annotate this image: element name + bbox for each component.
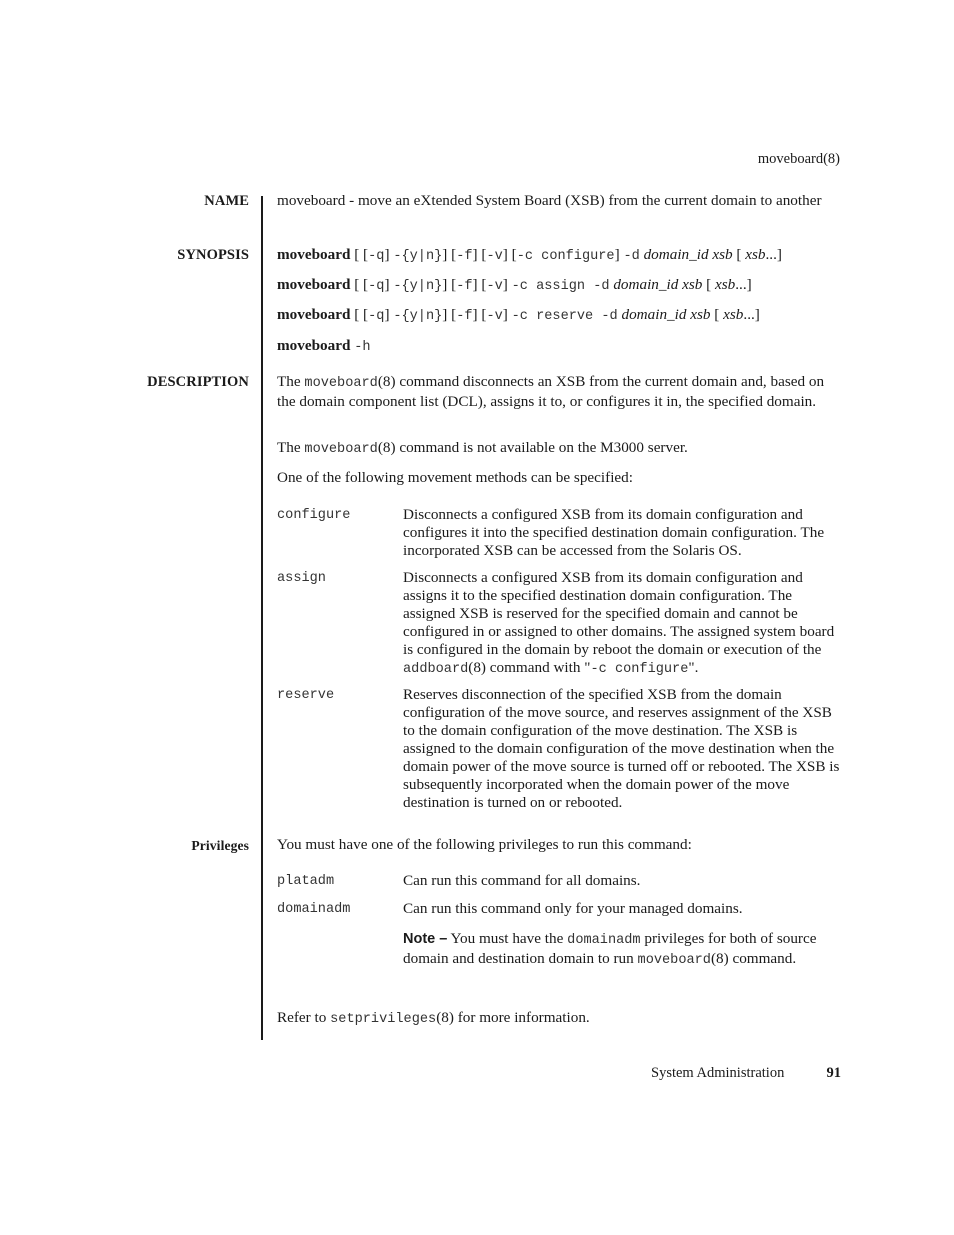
- command-name: moveboard: [277, 276, 351, 293]
- description-paragraph-1: The moveboard(8) command disconnects an XSB from the current domain and, based on the domain component list (DCL), assigns it to, or configures it in, the specified domain.: [277, 373, 825, 410]
- description-label: DESCRIPTION: [147, 374, 249, 390]
- synopsis-line-4: moveboard -h: [277, 337, 371, 355]
- method-definition: Disconnects a configured XSB from its domain configuration and configures it into the specified destination domain configuration. The incorporated XSB can be accessed from the Solaris OS.: [403, 506, 825, 559]
- method-definition: Reserves disconnection of the specified XSB from the domain configuration of the move source, and reserves assignment of the XSB to the domain configuration of the move destination. The XSB is assigned to the domain configuration of the move destination when the domain power of the move source is turned off or rebooted. The XSB is subsequently incorporated when the domain power of the move destination is turned on or rebooted.: [403, 686, 840, 811]
- page-number: 91: [826, 1065, 841, 1081]
- command-name: moveboard: [277, 337, 351, 354]
- description-paragraph-2: The moveboard(8) command is not available on the M3000 server.: [277, 439, 688, 457]
- name-label: NAME: [204, 193, 249, 209]
- running-head: moveboard(8): [757, 151, 840, 167]
- section-rule: [261, 196, 263, 1040]
- synopsis-line-1: moveboard [ [-q] -{y|n}] [-f] [-v] [-c configure] -d domain_id xsb [ xsb...]: [277, 246, 782, 264]
- privilege-definition: Can run this command for all domains.: [403, 872, 641, 889]
- privilege-term: domainadm: [277, 902, 351, 917]
- command-name: moveboard: [277, 306, 351, 323]
- synopsis-line-2: moveboard [ [-q] -{y|n}] [-f] [-v] -c assign -d domain_id xsb [ xsb...]: [277, 276, 752, 294]
- synopsis-label: SYNOPSIS: [177, 247, 249, 263]
- synopsis-line-3: moveboard [ [-q] -{y|n}] [-f] [-v] -c reserve -d domain_id xsb [ xsb...]: [277, 306, 760, 324]
- command-name: moveboard: [277, 246, 351, 263]
- name-text: moveboard - move an eXtended System Board (XSB) from the current domain to another: [277, 192, 822, 209]
- privilege-term: platadm: [277, 874, 335, 889]
- note: Note – You must have the domainadm privileges for both of source domain and destination domain to run moveboard(8) command.: [403, 930, 817, 968]
- note-label: Note –: [403, 931, 448, 947]
- privilege-definition: Can run this command only for your managed domains.: [403, 900, 743, 917]
- method-term: configure: [277, 508, 351, 523]
- description-paragraph-3: One of the following movement methods can be specified:: [277, 469, 633, 486]
- privileges-intro: You must have one of the following privileges to run this command:: [277, 836, 692, 853]
- method-term: assign: [277, 571, 326, 586]
- footer-title: System Administration: [651, 1065, 785, 1081]
- method-definition: Disconnects a configured XSB from its domain configuration and assigns it to the specified destination domain configuration. The assigned XSB is reserved for the specified domain and cannot be configured in or assigned to other domains. The assigned system board is configured in the domain by reboot the domain or execution of the addboard(8) command with "-c configure".: [403, 569, 835, 677]
- refer-paragraph: Refer to setprivileges(8) for more information.: [277, 1009, 590, 1027]
- method-term: reserve: [277, 688, 335, 703]
- privileges-label: Privileges: [191, 838, 249, 853]
